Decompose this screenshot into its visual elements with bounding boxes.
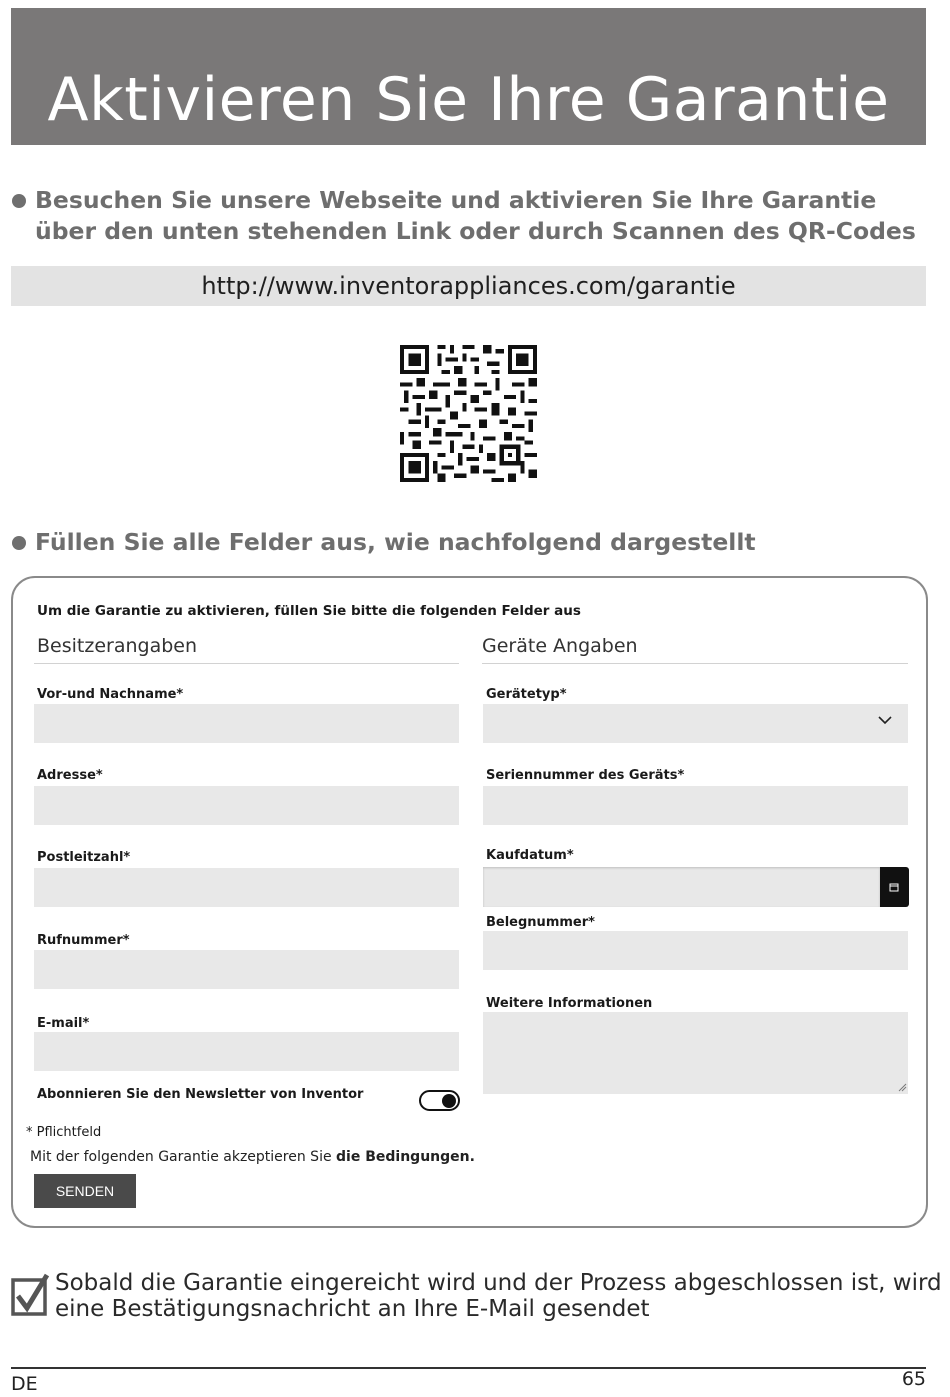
terms-text [30, 1149, 475, 1165]
phone-input[interactable] [34, 950, 459, 989]
footer-language: DE [11, 1373, 38, 1395]
form-intro: Um die Garantie zu aktivieren, füllen Sie bitte die folgenden Felder aus [37, 603, 581, 619]
footer-divider [11, 1367, 926, 1369]
device-section-divider [482, 663, 908, 664]
step-visit [12, 185, 927, 247]
name-label: Vor-und Nachname* [37, 687, 184, 702]
confirmation-text [55, 1270, 942, 1322]
device-type-select[interactable] [483, 704, 908, 743]
newsletter-toggle[interactable] [419, 1090, 460, 1111]
step-fill-text: Füllen Sie alle Felder aus, wie nachfolgend dargestellt [35, 528, 756, 556]
title-banner [11, 8, 926, 145]
qr-code[interactable] [400, 345, 537, 482]
page-title: Aktivieren Sie Ihre Garantie [47, 65, 890, 135]
owner-section-title: Besitzerangaben [37, 635, 198, 657]
terms-link[interactable]: die Bedingungen. [336, 1149, 475, 1165]
confirmation-line-1: Sobald die Garantie eingereicht wird und der Prozess abgeschlossen ist, wird [55, 1270, 942, 1296]
owner-section-divider [34, 663, 459, 664]
confirmation-line-2: eine Bestätigungsnachricht an Ihre E-Mail gesendet [55, 1296, 650, 1322]
receipt-label: Belegnummer* [486, 915, 595, 930]
zip-input[interactable] [34, 868, 459, 907]
bullet-icon [12, 194, 26, 208]
email-label: E-mail* [37, 1016, 90, 1031]
step-visit-text: Besuchen Sie unsere Webseite und aktivieren Sie Ihre Garantie über den unten stehenden Link oder durch Scannen des QR-Codes [35, 186, 916, 245]
step-fill [12, 527, 756, 558]
receipt-input[interactable] [483, 931, 908, 970]
zip-label: Postleitzahl* [37, 850, 131, 865]
bullet-icon [12, 536, 26, 550]
submit-button[interactable]: SENDEN [34, 1174, 136, 1208]
email-input[interactable] [34, 1032, 459, 1071]
page-number: 65 [901, 1368, 926, 1390]
newsletter-label: Abonnieren Sie den Newsletter von Inventor [37, 1087, 364, 1102]
purchase-date-input[interactable] [483, 867, 880, 907]
more-info-textarea[interactable] [483, 1012, 908, 1094]
terms-prefix: Mit der folgenden Garantie akzeptieren Sie [30, 1149, 332, 1165]
name-input[interactable] [34, 704, 459, 743]
serial-input[interactable] [483, 786, 908, 825]
device-type-label: Gerätetyp* [486, 687, 567, 702]
resize-grip-icon[interactable] [897, 1082, 907, 1092]
warranty-url[interactable]: http://www.inventorappliances.com/garantie [11, 266, 926, 306]
checkbox-checked-icon [11, 1272, 49, 1318]
chevron-down-icon [876, 714, 894, 726]
more-info-label: Weitere Informationen [486, 996, 653, 1011]
toggle-knob [442, 1094, 456, 1108]
address-input[interactable] [34, 786, 459, 825]
serial-label: Seriennummer des Geräts* [486, 768, 685, 783]
phone-label: Rufnummer* [37, 933, 130, 948]
required-note: * Pflichtfeld [26, 1125, 102, 1140]
device-section-title: Geräte Angaben [482, 635, 638, 657]
calendar-button[interactable] [880, 867, 909, 907]
calendar-icon [889, 882, 899, 892]
purchase-date-label: Kaufdatum* [486, 848, 574, 863]
address-label: Adresse* [37, 768, 103, 783]
